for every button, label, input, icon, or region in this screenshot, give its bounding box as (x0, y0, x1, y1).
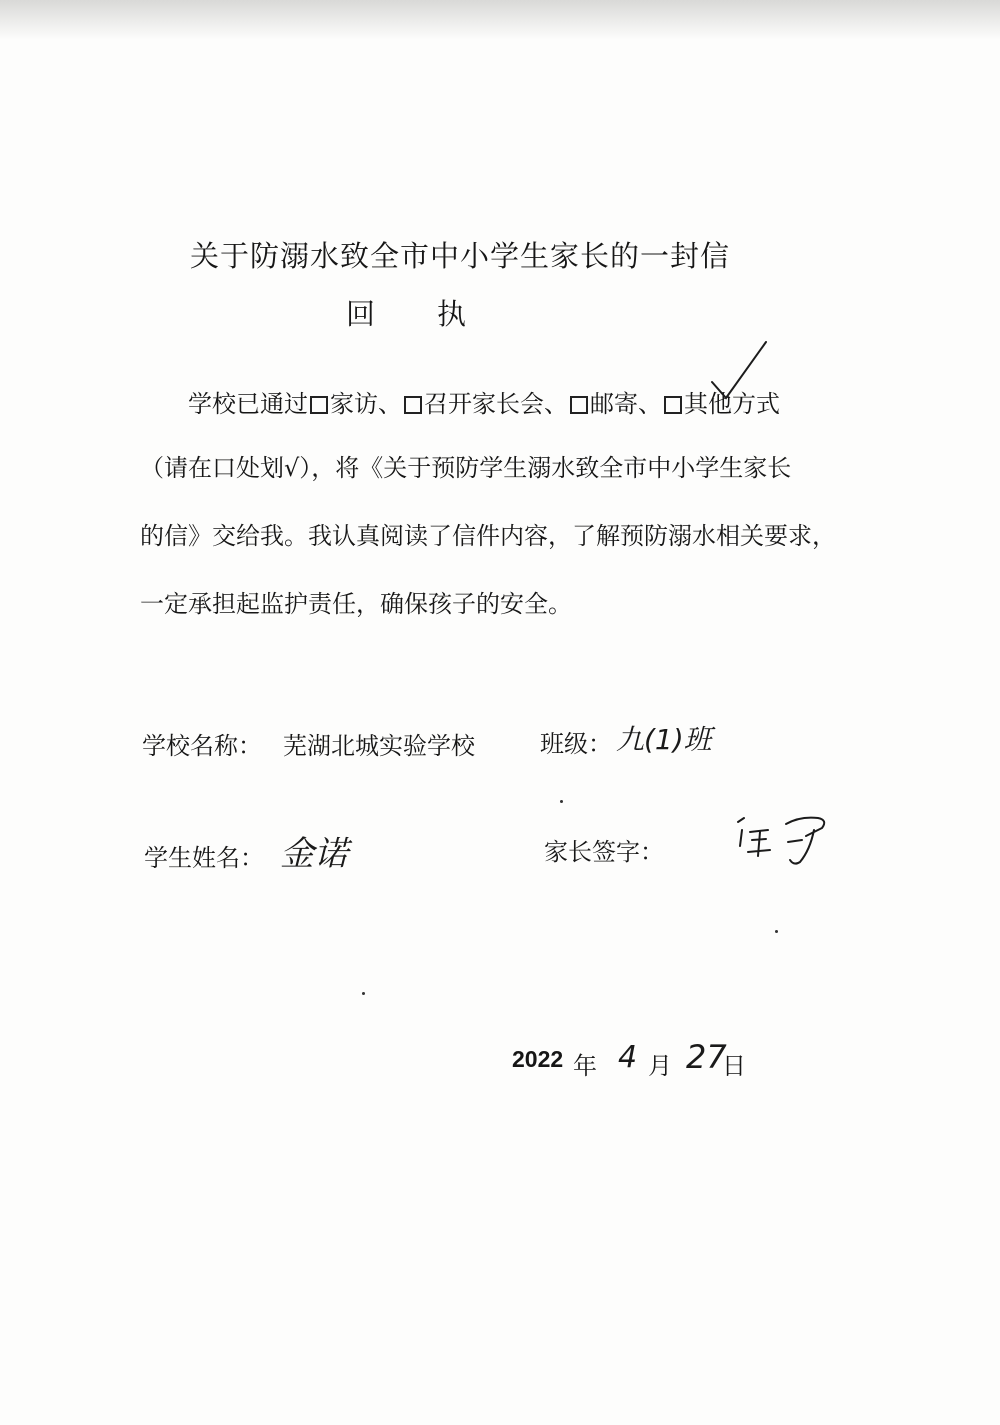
student-name-handwritten: 金诺 (280, 834, 348, 874)
scan-shadow (0, 0, 1000, 40)
scan-speck (362, 992, 365, 995)
checkbox-parent-meeting[interactable] (404, 396, 422, 414)
option-home-visit-label: 家访、 (330, 390, 402, 418)
date-year-char: 年 (573, 1052, 597, 1080)
body-line-1-prefix: 学校已通过 (188, 390, 308, 418)
body-line-4: 一定承担起监护责任，确保孩子的安全。 (140, 590, 572, 618)
checkbox-home-visit[interactable] (310, 396, 328, 414)
date-day-handwritten: 27 (686, 1038, 727, 1076)
school-name-value: 芜湖北城实验学校 (283, 732, 475, 760)
date-month-char: 月 (648, 1052, 672, 1080)
date-month-handwritten: 4 (618, 1040, 638, 1075)
option-mail-label: 邮寄、 (590, 390, 662, 418)
scan-speck (775, 930, 778, 933)
date-year: 2022 (512, 1046, 564, 1072)
class-label: 班级： (540, 730, 612, 758)
body-line-1 (188, 384, 908, 419)
option-parent-meeting-label: 召开家长会、 (424, 390, 568, 418)
checkbox-mail[interactable] (570, 396, 588, 414)
parent-signature-image (730, 806, 840, 876)
checkmark-icon (700, 338, 780, 408)
body-line-3: 的信》交给我。我认真阅读了信件内容，了解预防溺水相关要求， (140, 522, 836, 550)
parent-signature-label: 家长签字： (544, 838, 664, 866)
checkbox-other-checked[interactable] (664, 396, 682, 414)
school-name-label: 学校名称： (142, 732, 262, 760)
scan-speck (560, 800, 563, 803)
document-subtitle: 回执 (346, 297, 529, 331)
body-line-2: （请在口处划√），将《关于预防学生溺水致全市中小学生家长 (140, 454, 792, 482)
student-name-label: 学生姓名： (144, 844, 264, 872)
document-title: 关于防溺水致全市中小学生家长的一封信 (190, 239, 731, 273)
option-other-label: 其他方式 (684, 390, 780, 418)
date-day-char: 日 (722, 1052, 746, 1080)
class-value-handwritten: 九(1)班 (616, 723, 712, 756)
